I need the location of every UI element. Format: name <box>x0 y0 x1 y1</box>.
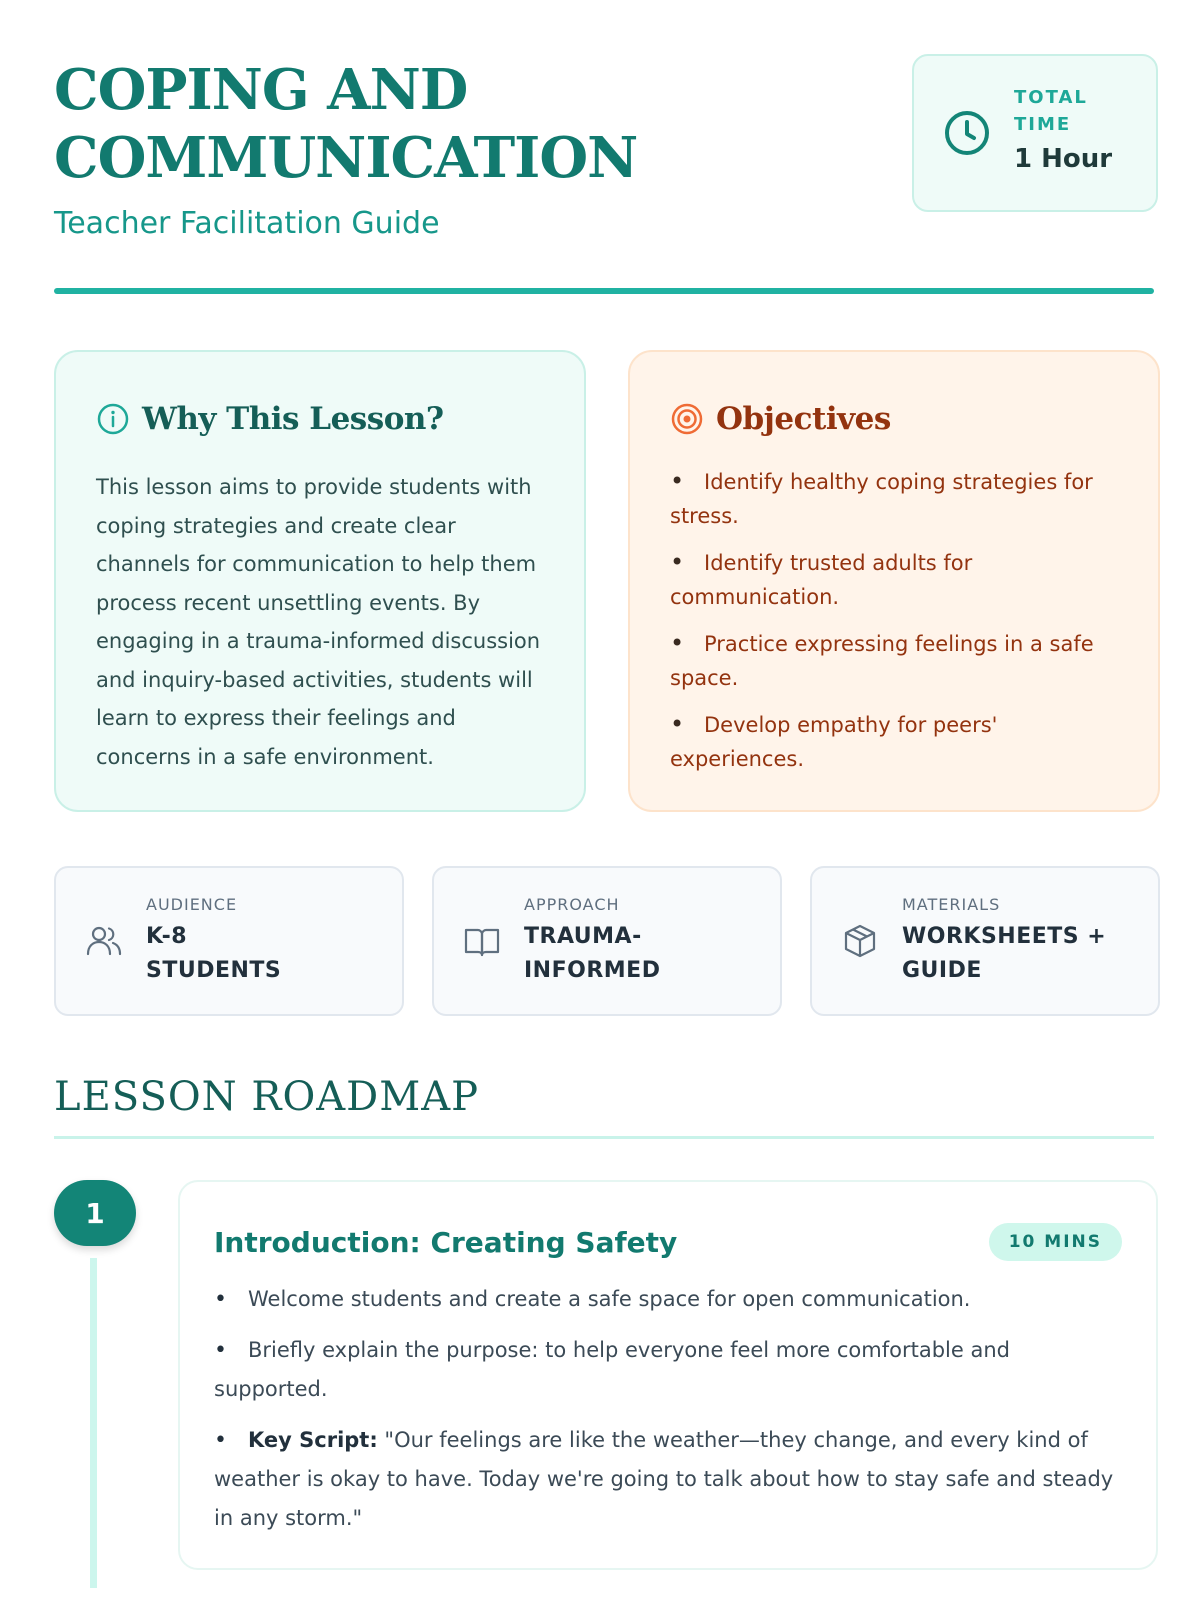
objective-item: • Identify healthy coping strategies for stress. <box>670 464 1118 533</box>
step-title: Introduction: Creating Safety <box>214 1225 678 1259</box>
roadmap-divider <box>54 1136 1154 1139</box>
info-icon <box>96 402 130 436</box>
approach-card <box>432 866 782 1016</box>
objective-item: • Practice expressing feelings in a safe space. <box>670 626 1118 695</box>
users-icon <box>84 921 124 961</box>
materials-label: MATERIALS <box>902 894 1001 914</box>
objective-item: • Identify trusted adults for communication. <box>670 545 1118 614</box>
key-script-text: "Our feelings are like the weather—they change, and every kind of weather is okay to have. Today we're going to talk about how to stay safe and steady in any storm." <box>214 1428 1114 1530</box>
roadmap-heading: LESSON ROADMAP <box>54 1074 479 1120</box>
total-time-card <box>912 54 1158 212</box>
title-line-2: COMMUNICATION <box>54 125 638 191</box>
audience-label: AUDIENCE <box>146 894 238 914</box>
title-line-1: COPING AND <box>54 57 468 123</box>
duration-badge: 10 MINS <box>989 1223 1122 1261</box>
materials-value: WORKSHEETS + GUIDE <box>902 923 1107 983</box>
total-time-label: TOTAL TIME <box>1014 87 1088 135</box>
objective-item: • Develop empathy for peers' experiences. <box>670 707 1118 776</box>
clock-icon <box>942 108 992 158</box>
why-card-body: This lesson aims to provide students with coping strategies and create clear channels for communication to help them process recent unsettling events. By engaging in a trauma-informed discussion and inquiry-based activities, students will learn to express their feelings and concerns in a safe environment. <box>96 475 541 769</box>
step-number-badge: 1 <box>54 1180 136 1246</box>
approach-label: APPROACH <box>524 894 620 914</box>
approach-value: TRAUMA-INFORMED <box>524 923 661 983</box>
package-icon <box>840 921 880 961</box>
objectives-card-header <box>670 396 1118 442</box>
timeline-connector <box>90 1258 97 1588</box>
step-item: • Welcome students and create a safe space for open communication. <box>214 1280 1122 1319</box>
step-item-key-script <box>214 1421 1122 1538</box>
audience-card <box>54 866 404 1016</box>
target-icon <box>670 402 704 436</box>
why-card-header <box>96 396 544 442</box>
step-header <box>214 1222 1122 1262</box>
total-time-value: 1 Hour <box>1014 144 1113 174</box>
step-item: • Briefly explain the purpose: to help everyone feel more comfortable and supported. <box>214 1331 1122 1409</box>
step-items-list <box>214 1280 1122 1538</box>
why-card-title: Why This Lesson? <box>142 401 444 437</box>
header-divider <box>54 288 1154 294</box>
audience-value: K-8 STUDENTS <box>146 923 282 983</box>
book-icon <box>462 921 502 961</box>
objectives-card-title: Objectives <box>716 401 891 437</box>
roadmap-step-card <box>178 1180 1158 1570</box>
objectives-list <box>670 464 1118 776</box>
why-this-lesson-card <box>54 350 586 812</box>
objectives-card <box>628 350 1160 812</box>
page-subtitle: Teacher Facilitation Guide <box>54 206 440 241</box>
key-script-label: Key Script: <box>248 1428 378 1452</box>
materials-card <box>810 866 1160 1016</box>
